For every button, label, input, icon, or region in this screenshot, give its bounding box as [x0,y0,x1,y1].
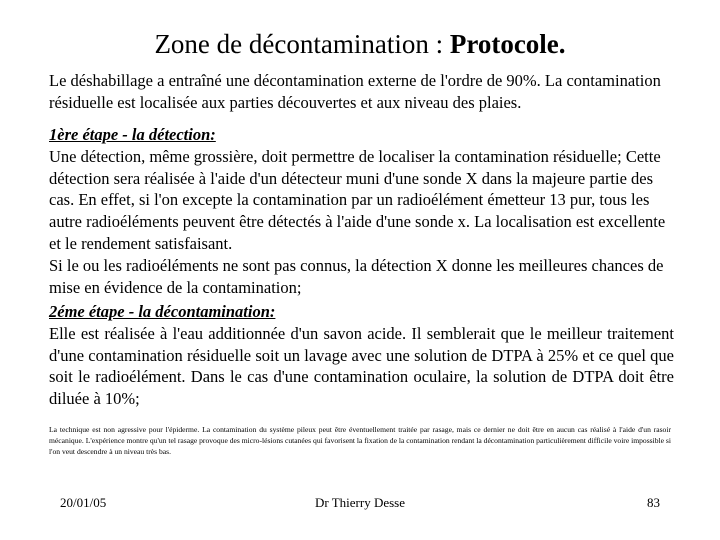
step1-paragraph: Une détection, même grossière, doit permettre de localiser la contamination résiduelle; Cette détection sera réalisée à l'aide d'un détecteur muni d'une sonde X dans la majeure partie des cas. En effet, si l'on excepte la contamination par un radioélément émetteur 13 pur, tous les autre radioéléments peuvent être détectés à l'aide d'une sonde x. La localisation est excellente et le rendement satisfaisant. [49,146,666,253]
title-emphasis: Protocole. [449,29,566,59]
step2-paragraph: Elle est réalisée à l'eau additionnée d'un savon acide. Il semblerait que le meilleur traitement d'une contamination résiduelle soit un lavage avec une solution de DTPA à 25% et ce quel que soit le radioélément. Dans le cas d'une contamination oculaire, la solution de DTPA doit être diluée à 10%; [49,323,674,409]
footer-author: Dr Thierry Desse [314,495,405,510]
title-text: Zone de décontamination : [154,29,450,59]
step2-heading: 2éme étape - la décontamination: [49,302,276,321]
step1-heading: 1ère étape - la détection: [49,125,216,144]
footnote: La technique est non agressive pour l'épiderme. La contamination du système pileux peut être éventuellement traitée par rasage, mais ce dernier ne doit être en aucun cas réalisé à l'aide d'un rasoir mécanique. L'expérience montre qu'un tel rasage provoque des micro-lésions cutanées qui favorisent la fixation de la contamination rendant la décontamination particulièrement difficile voire impossible si l'on veut descendre à un niveau très bas. [49,425,671,457]
footer-date: 20/01/05 [60,495,107,510]
page-number: 83 [647,495,660,510]
step1-section [49,124,674,298]
step2-section [49,301,674,410]
step1-paragraph-2: Si le ou les radioéléments ne sont pas connus, la détection X donne les meilleures chances de mise en évidence de la contamination; [49,255,664,297]
intro-paragraph: Le déshabillage a entraîné une décontamination externe de l'ordre de 90%. La contamination résiduelle est localisée aux parties découvertes et aux niveau des plaies. [49,71,661,112]
slide-title [0,28,720,60]
